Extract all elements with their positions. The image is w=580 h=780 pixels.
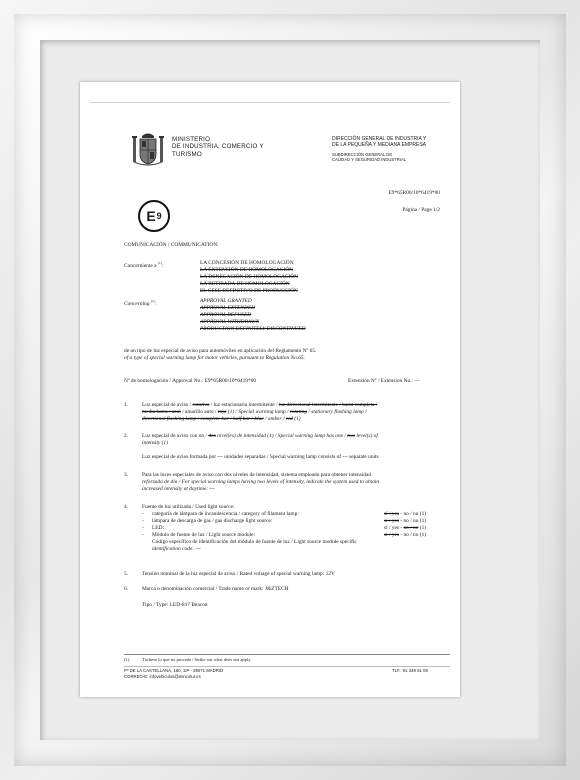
footer-rule — [124, 666, 450, 667]
concerning-label-es: Concerniente a $^{(1)}$: — [124, 261, 164, 269]
ministry-name: MINISTERIO DE INDUSTRIA, COMERCIO Y TURISMO — [172, 136, 264, 158]
item-4-code: Código específico de identificación del módulo de fuente de luz / Light source module specific — [152, 539, 357, 545]
approval-number: Nº de homologación / Approval No.: E9*65R00/10*6419*00 — [124, 378, 257, 384]
item-2-line: Luz especial de aviso con un / dos nivel(es) de intensidad (1) / Special warning lamp has one / two level(s) of — [142, 433, 378, 439]
footnote-text: Táchese lo que no proceda / Strike out what does not apply — [142, 657, 251, 662]
concerning-en-item: PRODUCTION DEFINITELY DISCONTINUED — [200, 326, 306, 332]
source-value: sí / yes - no / no (1) — [384, 525, 427, 531]
concerning-es-item: EL CESE DEFINITIVO DE PRODUCCIÓN — [200, 288, 298, 294]
concerning-es-item: LA RETIRADA DE HOMOLOGACIÓN — [200, 281, 290, 287]
type-line-en: of a type of special warning lamp for motor vehicles, pursuant to Regulation No.65. — [124, 355, 305, 361]
concerning-en-item: APPROVAL GRANTED — [200, 298, 252, 304]
item-1-line: Luz especial de aviso / rotativa / luz estacionaria intermitente / luz direccional intermitente / barra completa / — [142, 402, 378, 408]
item-2-line: intensity (1) — [142, 440, 168, 446]
certificate-document: MINISTERIO DE INDUSTRIA, COMERCIO Y TURISMO DIRECCIÓN GENERAL DE INDUSTRIA Y DE LA PEQUEÑA Y MEDIANA EMPRESA SUBDIRECCIÓN GENERAL DE CALIDAD Y SEGURIDAD INDUSTRIAL E9*65R00/10*6419*00 Página / Page 1/2 E 9 COMUNICACIÓN / COMMUNICATION: Concerniente a $^{(1)}$: LA CONCESIÓN DE HOMOLOGACIÓN LA EXTENSIÓN DE HOMOLOGACIÓN LA DENEGACIÓN DE HOMOLOGACIÓN LA RETIRADA DE HOMOLOGACIÓN EL CESE DEFINITIVO DE PRODUCCIÓN Concerning $^{(1)}$: APPROVAL GRANTED APPROVAL EXTENDED APPROVAL REFUSED APPROVAL WITHDRAWN PRODUCTION DEFINITELY DISCONTINUED de un tipo de luz especial de aviso para automóviles en aplicación del Reglamento Nº 65. of a type of special warning lamp for motor vehicles, pursuant to Regulation No.65. Nº de homologación / Approval No.: E9*65R00/10*6419*00 Extensión Nº / Extension No.: --- 1. Luz especial de aviso / rotativa / luz estacionaria intermitente / luz direccional intermitente / barra completa / media barra / azul / amarillo auto / rojo (1) / Special warning lamp / rotating / stationary flashing lamp / directional flashing lamp / complete bar / half bar / blue / amber / red (1) 2. Luz especial de aviso con un / dos nivel(es) de intensidad (1) / Special warning lamp has one / two level(s) of intensity (1) Luz especial de aviso formada por --- unidades separadas / Special warning lamp consists of --- separate units 3. Para las luces especiales de aviso con dos niveles de intensidad, sistema empleado para obtener intensidad reforzada de día / For special warning lamps having two levels of intensity, indicate the system used to obtain increased intensity at daytime: --- 4. Fuente de luz utilizada / Used light source: - categoría de lámpara de incandescencia / category of filament lamp: - lámpara de descarga de gas / gas discharge light source: - LED: - Módulo de fuente de luz / Light source module: Código específico de identificación del módulo de fuente de luz / Light source module specific identification code: --- sí / yes - no / no (1) sí / yes - no / no (1) sí / yes - no / no (1) sí / yes - no / no (1) 5. Tensión nominal de la luz especial de aviso / Rated voltage of special warning lamp: 12V 6. Marca o denominación comercial / Trade name or mark: J&ZTECH Tipo / Type: LED-817 Beacon (1) Táchese lo que no proceda / Strike out what does not apply Pº DE LA CASTELLANA, 160, 10ª - 28071 MADRID CORREO-E: infovehiculos@mincotur.es TLF.: 91 349 51 08 — [80, 82, 460, 697]
item-4-code: identification code: --- — [152, 546, 201, 552]
subdireccion: SUBDIRECCIÓN GENERAL DE CALIDAD Y SEGURIDAD INDUSTRIAL — [332, 152, 407, 163]
type-line-es: de un tipo de luz especial de aviso para automóviles en aplicación del Reglamento Nº 65. — [124, 348, 317, 354]
item-3-line: reforzada de día / For special warning lamps having two levels of intensity, indicate the system used to obtain — [142, 479, 380, 485]
footnote-rule — [124, 654, 450, 655]
direccion-general: DIRECCIÓN GENERAL DE INDUSTRIA Y DE LA PEQUEÑA Y MEDIANA EMPRESA — [332, 136, 427, 148]
footer-email: CORREO-E: infovehiculos@mincotur.es — [124, 674, 201, 679]
concerning-es-item: LA EXTENSIÓN DE HOMOLOGACIÓN — [200, 267, 293, 273]
item-6-type: Tipo / Type: LED-817 Beacon — [142, 602, 208, 608]
top-rule — [90, 102, 450, 103]
item-3-line: Para las luces especiales de aviso con dos niveles de intensidad, sistema empleado para obtener intensidad — [142, 472, 372, 478]
e-mark-badge: E 9 — [138, 200, 170, 232]
coat-of-arms-icon — [130, 130, 166, 168]
item-6-trade-name: Marca o denominación comercial / Trade name or mark: J&ZTECH — [142, 586, 289, 592]
item-4-row: LED: — [152, 525, 164, 531]
reference-number: E9*65R00/10*6419*00 — [388, 190, 440, 196]
item-2-units: Luz especial de aviso formada por --- unidades separadas / Special warning lamp consists of --- separate units — [142, 454, 379, 460]
concerning-en-item: APPROVAL EXTENDED — [200, 305, 256, 311]
footer-address: Pº DE LA CASTELLANA, 160, 10ª - 28071 MADRID — [124, 668, 224, 673]
item-1-line: directional flashing lamp / complete bar / half bar / blue / amber / red (1) — [142, 416, 301, 422]
item-4-row: Módulo de fuente de luz / Light source module: — [152, 532, 255, 538]
item-5-voltage: Tensión nominal de la luz especial de aviso / Rated voltage of special warning lamp: 12V — [142, 571, 335, 577]
footnote-mark: (1) — [124, 657, 130, 662]
concerning-en-item: APPROVAL REFUSED — [200, 312, 252, 318]
extension-number: Extensión Nº / Extension No.: --- — [348, 378, 420, 384]
concerning-en-item: APPROVAL WITHDRAWN — [200, 319, 260, 325]
source-value: sí / yes - no / no (1) — [384, 532, 427, 538]
footer-phone: TLF.: 91 349 51 08 — [392, 668, 428, 673]
page-number: Página / Page 1/2 — [402, 207, 440, 213]
source-value: sí / yes - no / no (1) — [384, 518, 427, 524]
communication-heading: COMUNICACIÓN / COMMUNICATION: — [124, 242, 219, 248]
concerning-label-en: Concerning $^{(1)}$: — [124, 299, 157, 307]
item-4-title: Fuente de luz utilizada / Used light source: — [142, 504, 235, 510]
source-value: sí / yes - no / no (1) — [384, 511, 427, 517]
item-1-line: media barra / azul / amarillo auto / rojo (1) / Special warning lamp / rotating / stationary flashing lamp / — [142, 409, 367, 415]
item-4-row: categoría de lámpara de incandescencia / category of filament lamp: — [152, 511, 299, 517]
concerning-es-item: LA CONCESIÓN DE HOMOLOGACIÓN — [200, 260, 294, 266]
item-4-row: lámpara de descarga de gas / gas discharge light source: — [152, 518, 273, 524]
item-3-line: increased intensity at daytime: --- — [142, 486, 215, 492]
concerning-es-item: LA DENEGACIÓN DE HOMOLOGACIÓN — [200, 274, 299, 280]
